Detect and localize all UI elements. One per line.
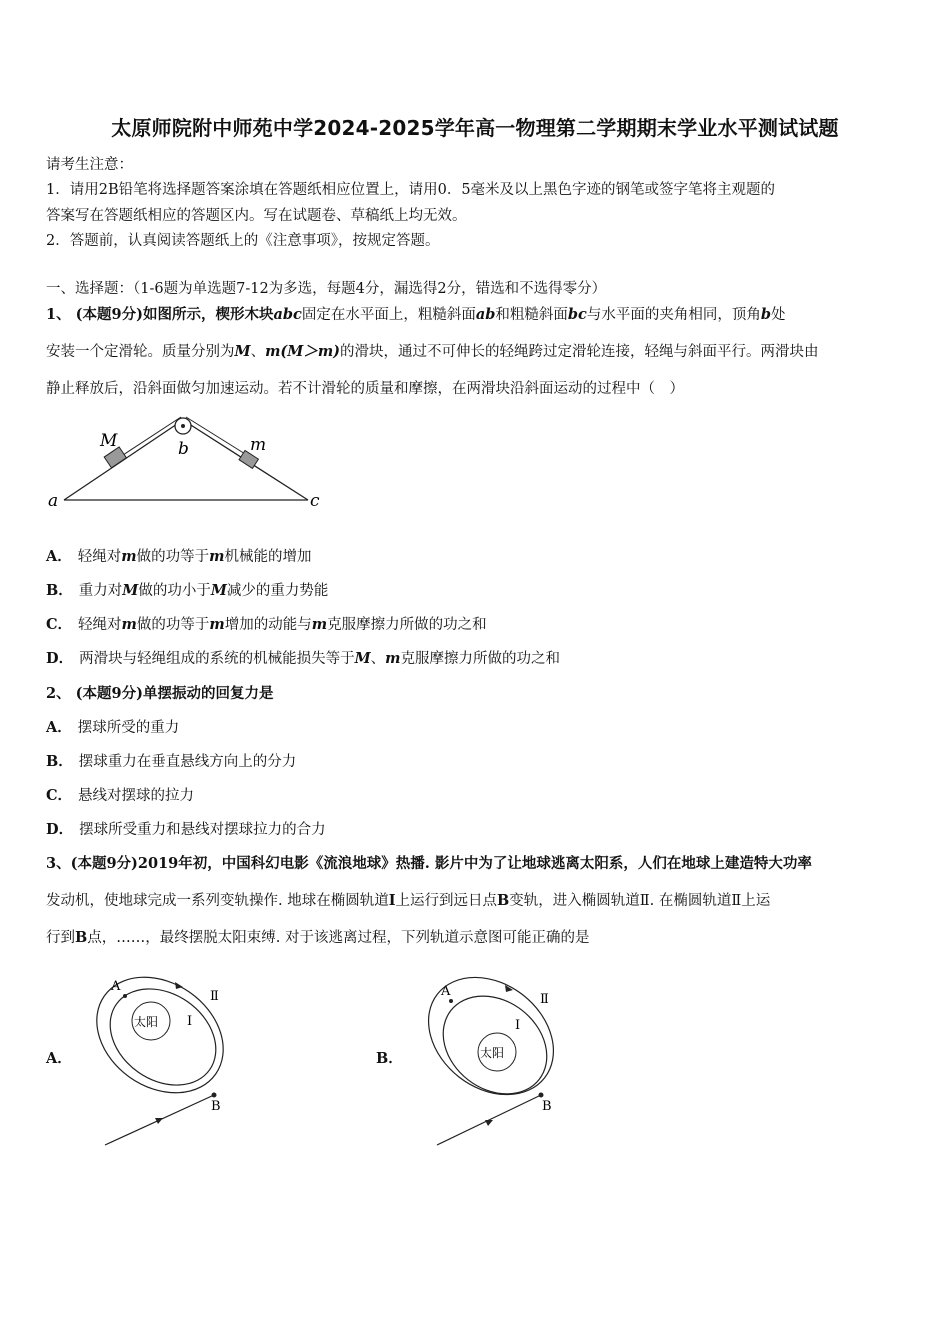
q3-option-a-key[interactable]: A． [46, 1050, 72, 1067]
q2-option-b[interactable] [46, 750, 296, 771]
option-var: m [209, 548, 225, 565]
option-text: 重力对 [78, 583, 123, 599]
notice-line-3: 2．答题前，认真阅读答题纸上的《注意事项》，按规定答题。 [46, 233, 440, 249]
q1-option-d[interactable] [46, 647, 560, 668]
option-key: B． [46, 582, 73, 599]
q1-text-1: 固定在水平面上，粗糙斜面 [301, 307, 476, 323]
option-var: m [121, 548, 137, 565]
q1-var-b: b [760, 306, 771, 323]
option-text: 做的功小于 [138, 583, 211, 599]
option-text: 摆球所受重力和悬线对摆球拉力的合力 [79, 822, 326, 838]
option-text: 机械能的增加 [224, 549, 312, 565]
option-var: M [210, 582, 227, 599]
notice-line-1: 1．请用2B铅笔将选择题答案涂填在答题纸相应位置上，请用0．5毫米及以上黑色字迹的钢笔或签字笔将主观题的 [46, 182, 776, 198]
q1-option-a[interactable] [46, 545, 311, 566]
sun-label: 太阳 [480, 1046, 505, 1060]
q3-line-2 [46, 889, 770, 910]
q3-orbit-I: I [388, 892, 396, 909]
option-key: C． [46, 616, 73, 633]
option-text: 摆球所受的重力 [77, 720, 180, 736]
option-key: D． [46, 650, 74, 667]
option-text: 轻绳对 [78, 617, 122, 633]
option-var: m [209, 616, 225, 633]
q2-stem: 2、 (本题9分)单摆振动的回复力是 [46, 685, 274, 702]
option-text: 克服摩擦力所做的功之和 [327, 617, 487, 633]
label-A: A [111, 979, 121, 994]
label-a: a [48, 491, 59, 511]
q3-option-b-key[interactable]: B． [376, 1050, 403, 1067]
wedge-figure [40, 412, 340, 517]
option-var: M [354, 650, 371, 667]
q2-option-a[interactable] [46, 716, 179, 737]
q3-text: 上运行到远日点 [395, 893, 498, 909]
q1-text-3: 与水平面的夹角相同，顶角 [586, 307, 761, 323]
option-key: A． [46, 548, 72, 565]
q3-text: 点，……，最终摆脱太阳束缚. 对于该逃离过程，下列轨道示意图可能正确的是 [87, 930, 590, 946]
option-text: 克服摩擦力所做的功之和 [400, 651, 560, 667]
label-B: B [211, 1099, 221, 1114]
option-text: 悬线对摆球的拉力 [78, 788, 195, 804]
q1-line-3: 静止释放后，沿斜面做匀加速运动。若不计滑轮的质量和摩擦，在两滑块沿斜面运动的过程中（ ） [46, 381, 684, 397]
option-key: C． [46, 787, 73, 804]
option-var: m [385, 650, 401, 667]
point-A-icon [449, 999, 453, 1003]
option-key: B． [46, 753, 73, 770]
label-b: b [178, 439, 189, 459]
notice-header: 请考生注意： [46, 157, 133, 173]
section-heading: 一、选择题：（1-6题为单选题7-12为多选，每题4分，漏选得2分，错选和不选得零分） [46, 281, 607, 297]
q1-var-abc: abc [273, 306, 302, 323]
q1-var-ab: ab [475, 306, 496, 323]
option-text: 、 [370, 651, 386, 667]
q1-prefix: 1、 (本题9分)如图所示，楔形木块 [46, 306, 274, 323]
q3-line-3 [46, 926, 589, 947]
q1-option-c[interactable] [46, 613, 487, 634]
pulley-axle [181, 424, 185, 428]
q1-line2-b: 、 [250, 344, 266, 360]
option-text: 两滑块与轻绳组成的系统的机械能损失等于 [79, 651, 355, 667]
option-text: 做的功等于 [136, 549, 210, 565]
q1-line2-a: 安装一个定滑轮。质量分别为 [46, 344, 235, 360]
q3-point-B: B [75, 929, 88, 946]
q1-line-2 [46, 340, 819, 361]
q3-text: 变轨，进入椭圆轨道Ⅱ. 在椭圆轨道Ⅱ上运 [509, 893, 771, 909]
option-text: 做的功等于 [136, 617, 210, 633]
q1-var-M: M [234, 343, 251, 360]
q1-text-4: 处 [770, 307, 786, 323]
orbit-figure-a[interactable] [95, 965, 245, 1155]
page-title: 太原师院附中师苑中学2024-2025学年高一物理第二学期期末学业水平测试试题 [111, 116, 839, 140]
label-c: c [310, 491, 320, 511]
rope-right [186, 417, 250, 457]
option-text: 减少的重力势能 [226, 583, 329, 599]
option-key: A． [46, 719, 72, 736]
q3-text: 行到 [46, 930, 75, 946]
option-var: M [122, 582, 139, 599]
label-B: B [542, 1099, 552, 1114]
orbit-figure-b[interactable] [425, 965, 575, 1155]
q1-option-b[interactable] [46, 579, 328, 600]
option-var: m [311, 616, 328, 633]
option-key: D． [46, 821, 74, 838]
q2-option-d[interactable] [46, 818, 326, 839]
point-A-icon [123, 994, 127, 998]
option-var: m [121, 616, 137, 633]
label-M: M [100, 431, 118, 451]
label-I: I [187, 1014, 193, 1029]
q3-line-1: 3、(本题9分)2019年初，中国科幻电影《流浪地球》热播. 影片中为了让地球逃离太阳系，人们在地球上建造特大功率 [46, 855, 812, 872]
label-II: Ⅱ [210, 989, 219, 1004]
notice-line-2: 答案写在答题纸相应的答题区内。写在试题卷、草稿纸上均无效。 [46, 208, 467, 224]
sun-label: 太阳 [134, 1015, 159, 1029]
label-A: A [441, 984, 451, 999]
option-text: 摆球重力在垂直悬线方向上的分力 [78, 754, 297, 770]
option-text: 轻绳对 [77, 549, 122, 565]
label-II: Ⅱ [540, 992, 549, 1007]
q1-line-1 [46, 303, 785, 324]
q3-point-B: B [497, 892, 510, 909]
q1-var-bc: bc [567, 306, 587, 323]
option-text: 增加的动能与 [224, 617, 312, 633]
q2-option-c[interactable] [46, 784, 194, 805]
q1-var-mm: m(M＞m) [265, 343, 341, 360]
q3-text: 发动机，使地球完成一系列变轨操作. 地球在椭圆轨道 [46, 893, 389, 909]
label-I: I [515, 1018, 521, 1033]
label-m: m [250, 435, 267, 455]
q1-line2-c: 的滑块，通过不可伸长的轻绳跨过定滑轮连接，轻绳与斜面平行。两滑块由 [340, 344, 819, 360]
rope-left [120, 417, 181, 457]
arrow-icon [485, 1120, 493, 1126]
q1-text-2: 和粗糙斜面 [495, 307, 568, 323]
